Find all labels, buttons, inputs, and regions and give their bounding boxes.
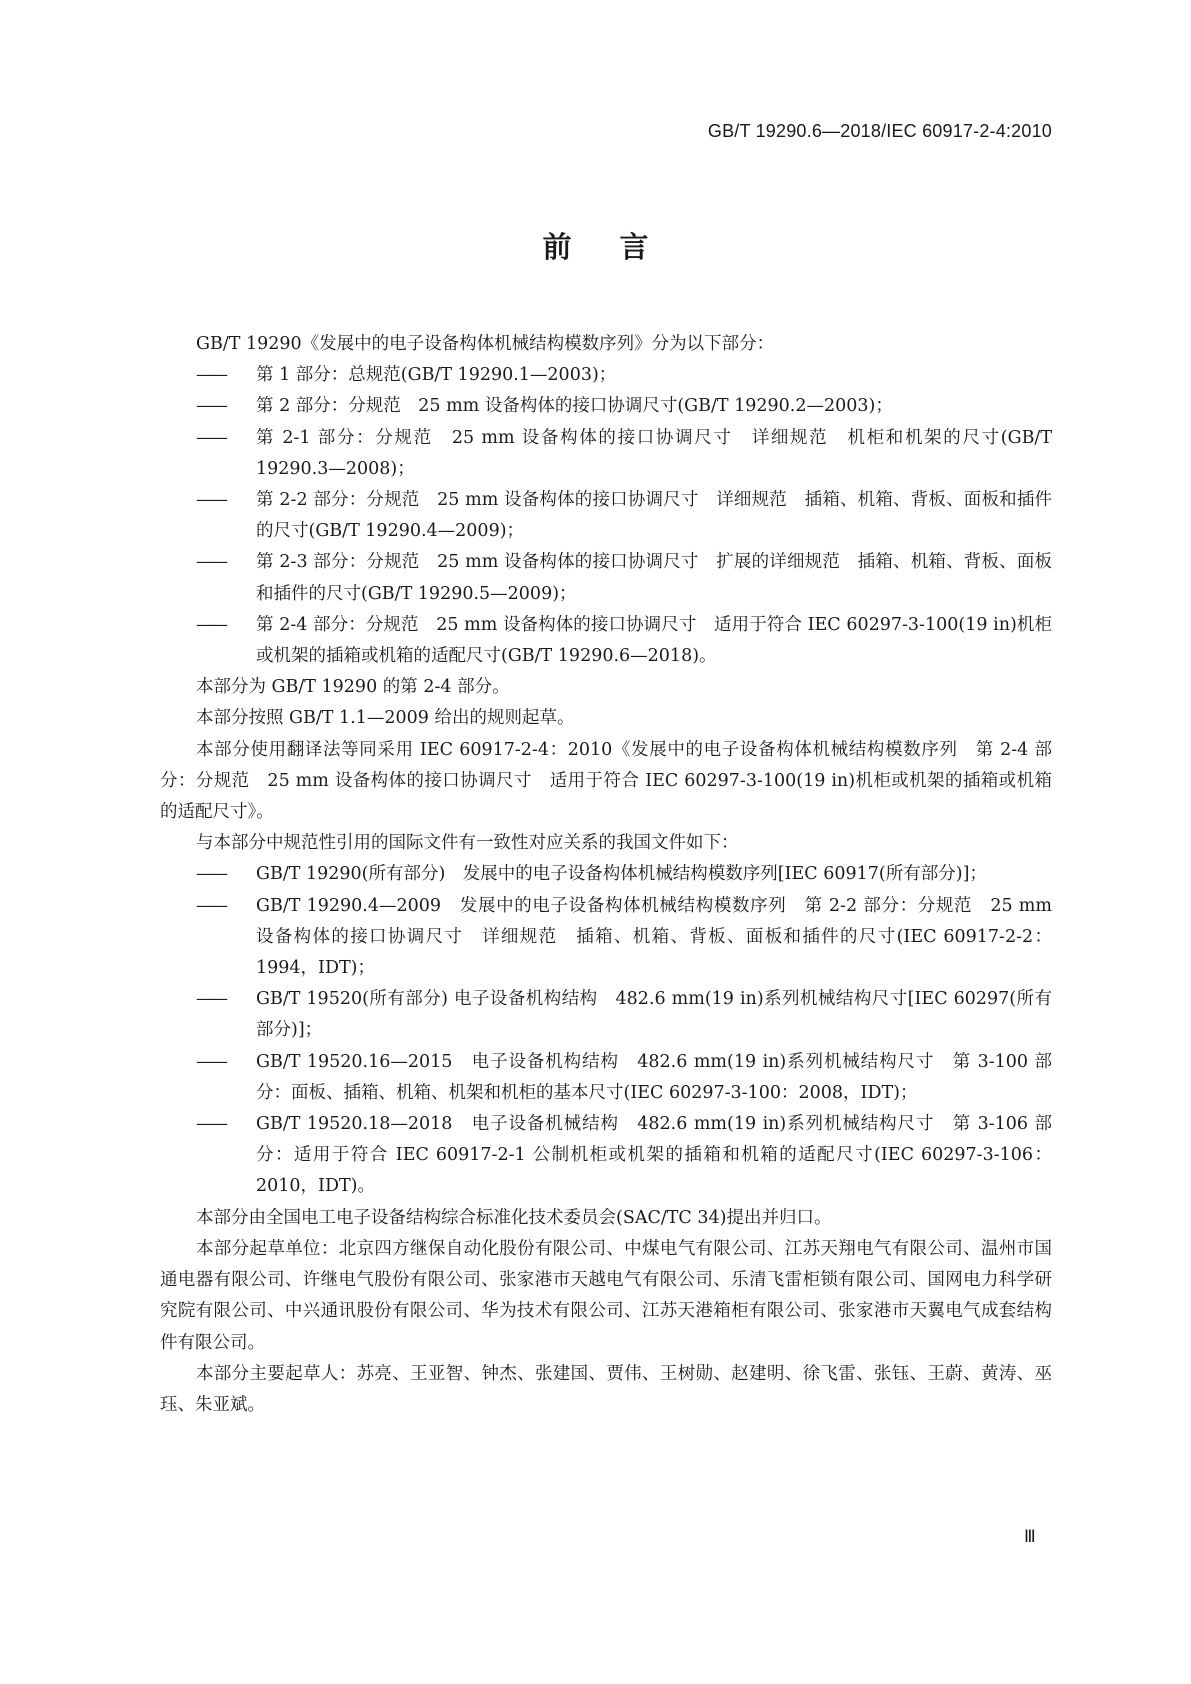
- list-item: [160, 859, 1052, 890]
- list-item: [160, 1047, 1052, 1109]
- list-item-text: GB/T 19520.18—2018 电子设备机械结构 482.6 mm(19 in)系列机械结构尺寸 第 3-106 部分：适用于符合 IEC 60917-2-1 公制机柜或机架的插箱和机箱的适配尺寸(IEC 60297-3-106：2010，IDT)。: [256, 1114, 1052, 1197]
- dash-marker: ——: [196, 989, 225, 1010]
- dash-marker: ——: [196, 396, 225, 417]
- list-item: [160, 984, 1052, 1046]
- dash-marker: ——: [196, 895, 225, 916]
- parts-list: [160, 360, 1052, 672]
- drafters-paragraph: 本部分主要起草人：苏亮、王亚智、钟杰、张建国、贾伟、王树勋、赵建明、徐飞雷、张钰、王蔚、黄涛、巫珏、朱亚斌。: [160, 1363, 1052, 1415]
- dash-marker: ——: [196, 427, 225, 448]
- dash-marker: ——: [196, 864, 225, 885]
- list-item-text: 第 1 部分：总规范(GB/T 19290.1—2003)；: [256, 365, 617, 386]
- list-item: [160, 423, 1052, 485]
- list-item-text: 第 2-1 部分：分规范 25 mm 设备构体的接口协调尺寸 详细规范 机柜和机架的尺寸(GB/T 19290.3—2008)；: [256, 427, 1052, 479]
- list-item: [160, 485, 1052, 547]
- rules-paragraph: 本部分按照 GB/T 1.1—2009 给出的规则起草。: [196, 708, 575, 729]
- dash-marker: ——: [196, 614, 225, 635]
- list-item: [160, 391, 1052, 422]
- list-item: [160, 1109, 1052, 1203]
- list-item-text: 第 2-3 部分：分规范 25 mm 设备构体的接口协调尺寸 扩展的详细规范 插箱、机箱、背板、面板和插件的尺寸(GB/T 19290.5—2009)；: [256, 552, 1052, 604]
- intro-paragraph: GB/T 19290《发展中的电子设备构体机械结构模数序列》分为以下部分：: [196, 334, 775, 354]
- list-item: [160, 610, 1052, 672]
- dash-marker: ——: [196, 1051, 225, 1072]
- references-list: [160, 859, 1052, 1202]
- list-item-text: GB/T 19290.4—2009 发展中的电子设备构体机械结构模数序列 第 2-2 部分：分规范 25 mm 设备构体的接口协调尺寸 详细规范 插箱、机箱、背板、面板和插件的尺寸(IEC 60917-2-2：1994，IDT)；: [256, 895, 1052, 979]
- dash-marker: ——: [196, 552, 225, 573]
- dash-marker: ——: [196, 1114, 225, 1135]
- list-item-text: GB/T 19290(所有部分) 发展中的电子设备构体机械结构模数序列[IEC 60917(所有部分)]；: [256, 864, 987, 885]
- part-of-paragraph: 本部分为 GB/T 19290 的第 2-4 部分。: [196, 677, 510, 698]
- standard-code-header: GB/T 19290.6—2018/IEC 60917-2-4:2010: [707, 121, 1052, 141]
- page-title: 前言: [542, 230, 697, 264]
- list-item-text: 第 2-4 部分：分规范 25 mm 设备构体的接口协调尺寸 适用于符合 IEC 60297-3-100(19 in)机柜或机架的插箱或机箱的适配尺寸(GB/T 19290.6—2018)。: [256, 614, 1052, 667]
- list-item-text: 第 2 部分：分规范 25 mm 设备构体的接口协调尺寸(GB/T 19290.2—2003)；: [256, 396, 893, 417]
- list-item-text: GB/T 19520.16—2015 电子设备机构结构 482.6 mm(19 in)系列机械结构尺寸 第 3-100 部分：面板、插箱、机箱、机架和机柜的基本尺寸(IEC 60297-3-100：2008，IDT)；: [256, 1051, 1052, 1103]
- drafting-units-paragraph: 本部分起草单位：北京四方继保自动化股份有限公司、中煤电气有限公司、江苏天翔电气有限公司、温州市国通电器有限公司、许继电气股份有限公司、张家港市天越电气有限公司、乐清飞雷柜锁有限公司、国网电力科学研究院有限公司、中兴通讯股份有限公司、华为技术有限公司、江苏天港箱柜有限公司、张家港市天翼电气成套结构件有限公司。: [160, 1238, 1052, 1353]
- dash-marker: ——: [196, 490, 225, 511]
- list-item: [160, 891, 1052, 985]
- page-number: Ⅲ: [1024, 1527, 1036, 1546]
- list-item: [160, 547, 1052, 609]
- list-item: [160, 360, 1052, 391]
- document-body: [160, 329, 1052, 1421]
- list-item-text: GB/T 19520(所有部分) 电子设备机构结构 482.6 mm(19 in)系列机械结构尺寸[IEC 60297(所有部分)]；: [256, 989, 1052, 1041]
- translation-paragraph: 本部分使用翻译法等同采用 IEC 60917-2-4：2010《发展中的电子设备构体机械结构模数序列 第 2-4 部分：分规范 25 mm 设备构体的接口协调尺寸 适用于符合 IEC 60297-3-100(19 in)机柜或机架的插箱或机箱的适配尺寸》。: [160, 739, 1052, 823]
- references-intro-paragraph: 与本部分中规范性引用的国际文件有一致性对应关系的我国文件如下：: [196, 833, 739, 854]
- dash-marker: ——: [196, 365, 225, 386]
- list-item-text: 第 2-2 部分：分规范 25 mm 设备构体的接口协调尺寸 详细规范 插箱、机箱、背板、面板和插件的尺寸(GB/T 19290.4—2009)；: [256, 490, 1052, 542]
- proposed-paragraph: 本部分由全国电工电子设备结构综合标准化技术委员会(SAC/TC 34)提出并归口。: [196, 1207, 832, 1228]
